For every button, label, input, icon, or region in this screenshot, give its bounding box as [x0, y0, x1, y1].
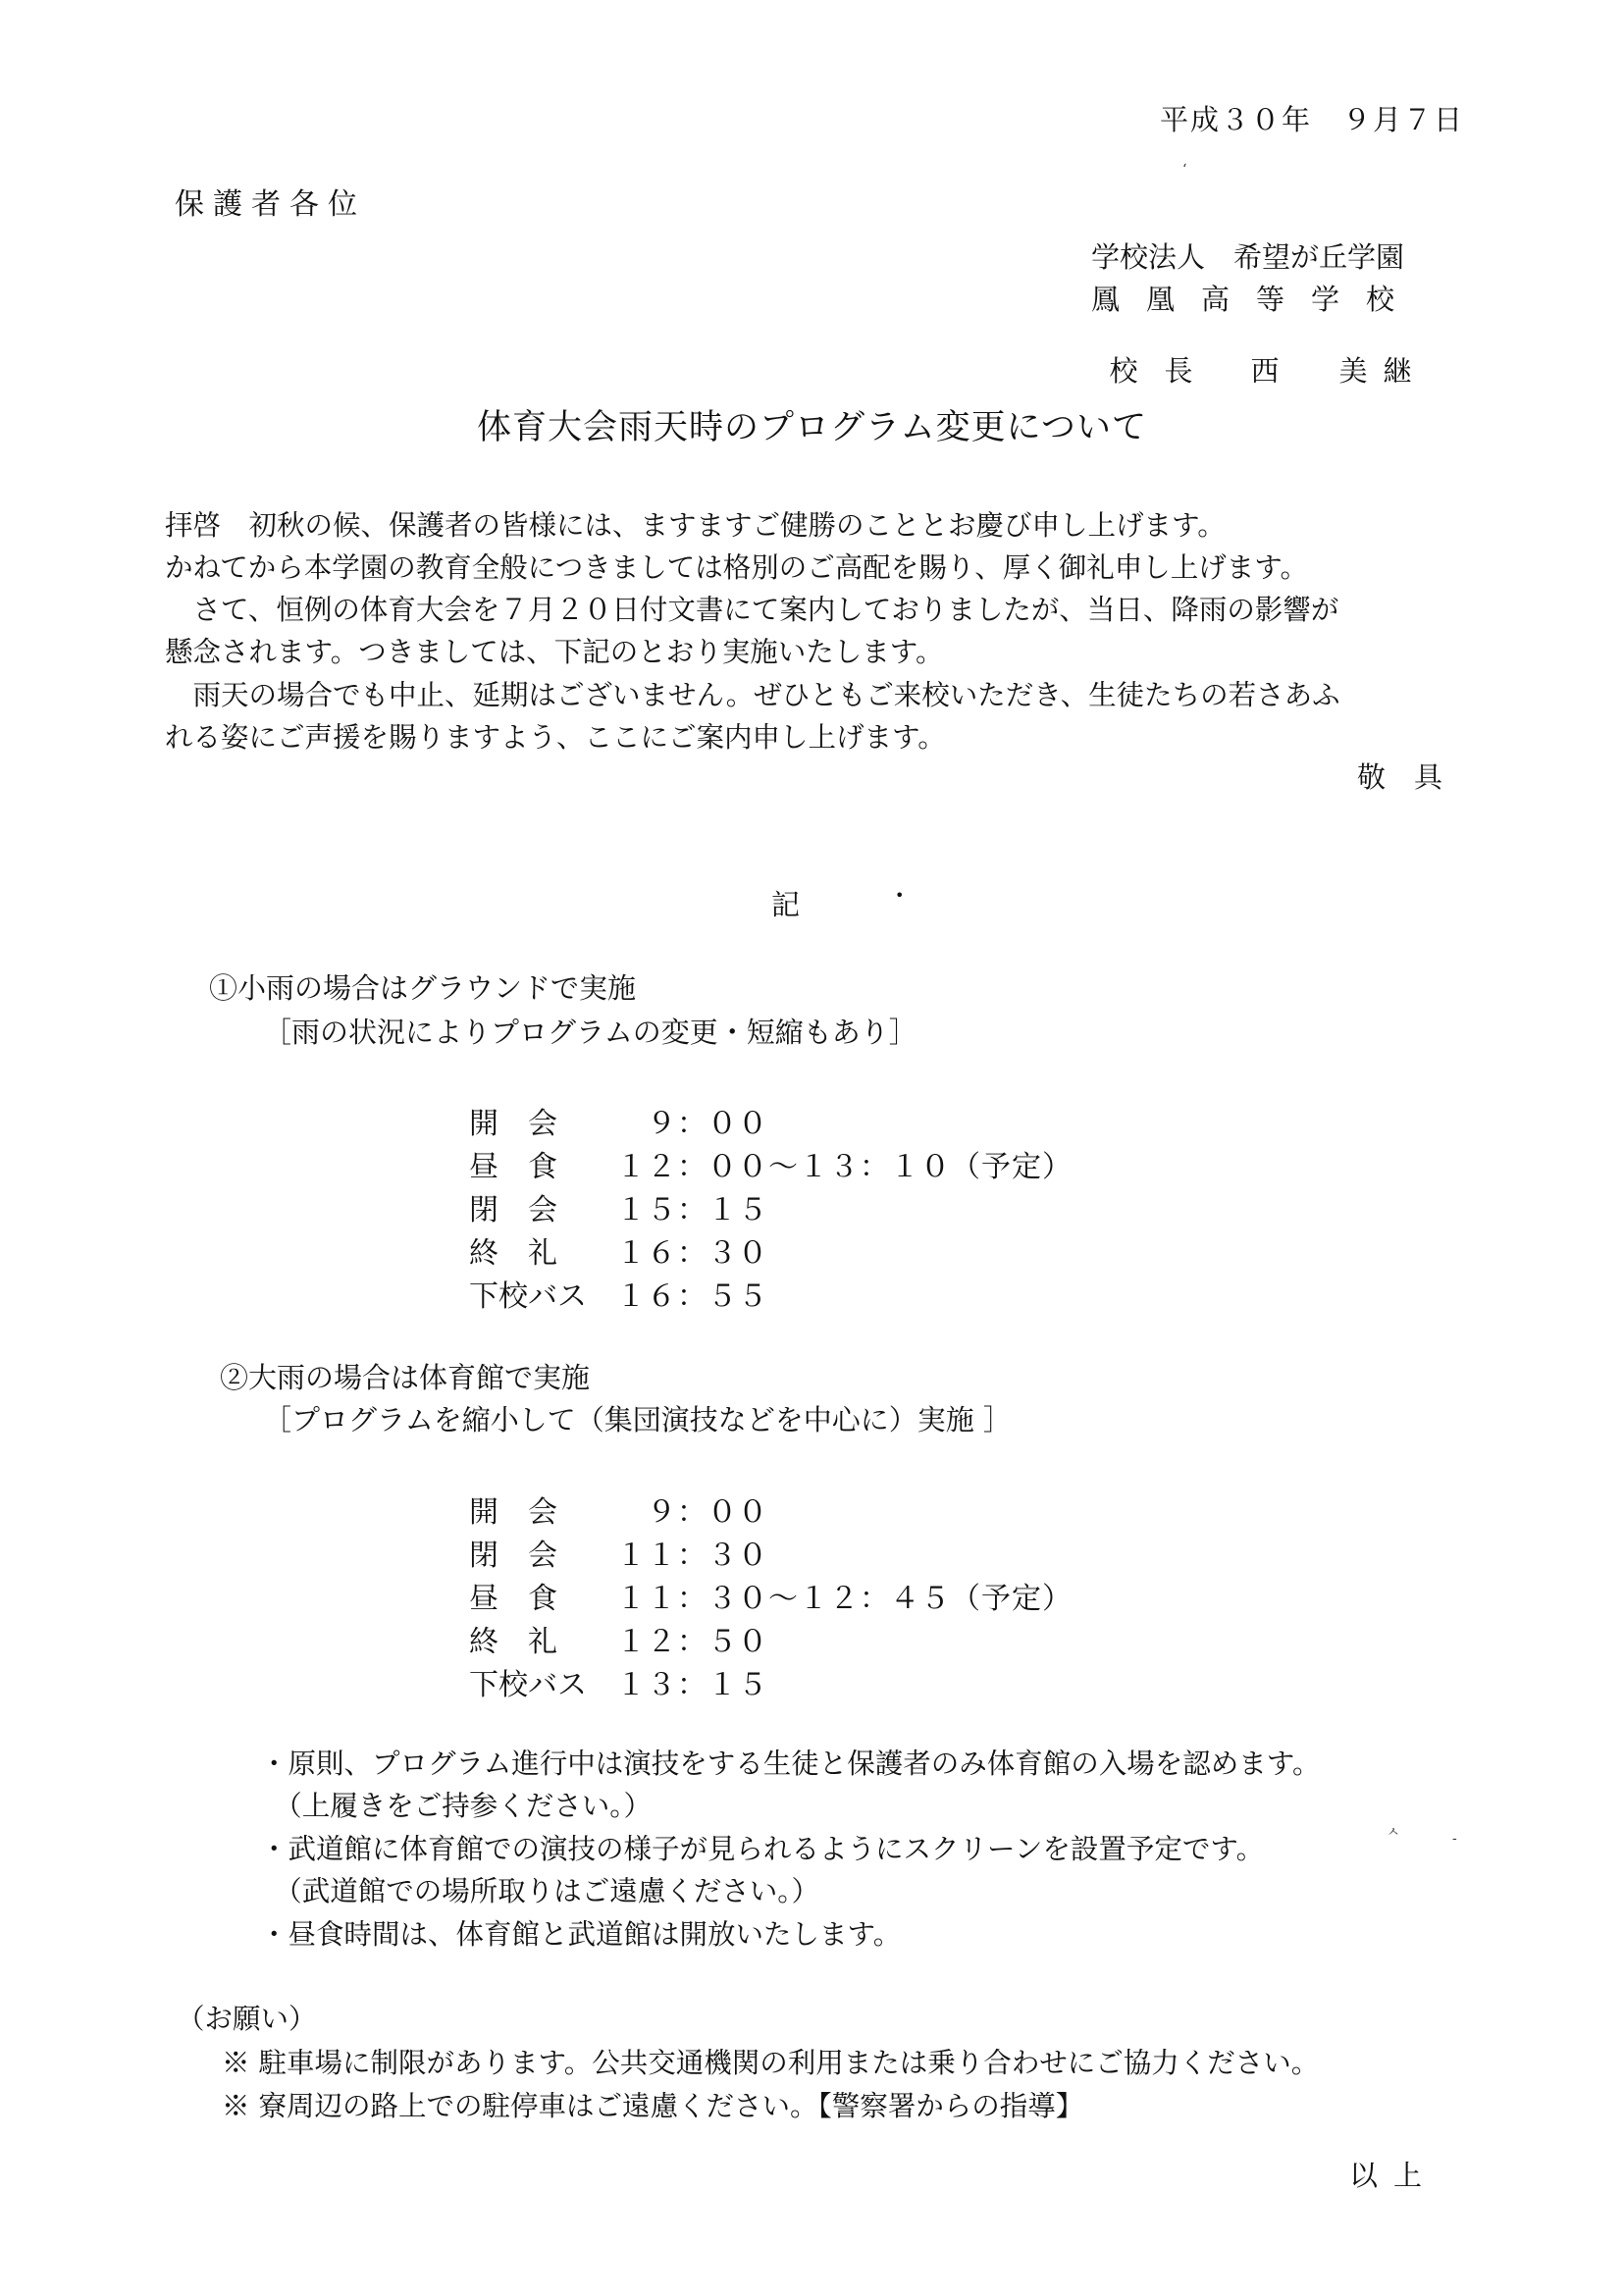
- requests-heading: （お願い）: [177, 2003, 317, 2035]
- schedule-time: １６：３０: [616, 1236, 768, 1271]
- case1-row: [469, 1142, 1073, 1185]
- scan-dot: •: [895, 886, 905, 905]
- schedule-time: １３：１５: [616, 1668, 768, 1702]
- request-item: ※ 駐車場に制限があります。公共交通機関の利用または乗り合わせにご協力ください。: [222, 2047, 1320, 2079]
- schedule-time: １６：５５: [616, 1279, 768, 1314]
- schedule-label: 下校バス: [469, 1279, 587, 1314]
- sender-title: 校長: [1109, 354, 1220, 388]
- body-line: れる姿にご声援を賜りますよう、ここにご案内申し上げます。: [165, 721, 946, 754]
- case1-heading: ①小雨の場合はグラウンドで実施: [209, 971, 637, 1005]
- sender-school: 鳳凰高等学校: [1091, 283, 1422, 316]
- case1-note: ［雨の状況によりプログラムの変更・短縮もあり］: [263, 1016, 917, 1049]
- case1-row: [469, 1185, 768, 1228]
- bullet-item: ・原則、プログラム進行中は演技をする生徒と保護者のみ体育館の入場を認めます。: [260, 1748, 1321, 1780]
- sender-name: 西 美継: [1250, 354, 1428, 388]
- schedule-label: 開 会: [469, 1107, 557, 1141]
- bullet-item: ・武道館に体育館での演技の様子が見られるようにスクリーンを設置予定です。: [260, 1833, 1265, 1865]
- case2-row: [469, 1660, 768, 1703]
- schedule-time: １２：００～１３：１０（予定）: [616, 1150, 1073, 1184]
- case2-row: [469, 1617, 768, 1660]
- schedule-time: １２：５０: [616, 1625, 768, 1659]
- body-line: 雨天の場合でも中止、延期はございません。ぜひともご来校いただき、生徒たちの若さあふ: [165, 679, 1340, 711]
- sender-organization: 学校法人 希望が丘学園: [1091, 240, 1405, 274]
- case2-row: [469, 1487, 768, 1531]
- schedule-label: 閉 会: [469, 1539, 557, 1573]
- schedule-label: 開 会: [469, 1495, 557, 1530]
- schedule-label: 閉 会: [469, 1193, 557, 1227]
- case2-note: ［プログラムを縮小して（集団演技などを中心に）実施 ］: [263, 1403, 1012, 1436]
- body-line: さて、恒例の体育大会を７月２０日付文書にて案内しておりましたが、当日、降雨の影響が: [165, 594, 1339, 626]
- body-line: 懸念されます。つきましては、下記のとおり実施いたします。: [165, 636, 944, 668]
- schedule-time: ９：００: [616, 1107, 768, 1141]
- case2-heading: ②大雨の場合は体育館で実施: [220, 1361, 591, 1394]
- body-line: かねてから本学園の教育全般につきましては格別のご高配を賜り、厚く御礼申し上げます。: [165, 551, 1308, 584]
- recipient: 保護者各位: [175, 187, 366, 222]
- scan-mark: ‘: [1182, 162, 1187, 178]
- schedule-time: １５：１５: [616, 1193, 768, 1227]
- schedule-time: １１：３０: [616, 1539, 768, 1573]
- sender-principal: [1091, 316, 1427, 390]
- scan-mark: -: [1452, 1831, 1457, 1847]
- scan-mark: ㅅ: [1387, 1825, 1400, 1841]
- case2-row: [469, 1574, 1073, 1617]
- bullet-subnote: （武道館での場所取りはご遠慮ください。）: [260, 1875, 820, 1907]
- schedule-time: ９：００: [616, 1495, 768, 1530]
- schedule-label: 昼 食: [469, 1582, 557, 1616]
- schedule-label: 終 礼: [469, 1236, 557, 1271]
- bullet-item: ・昼食時間は、体育館と武道館は開放いたします。: [260, 1918, 902, 1951]
- request-item: ※ 寮周辺の路上での駐停車はご遠慮ください。【警察署からの指導】: [222, 2090, 1084, 2122]
- schedule-label: 下校バス: [469, 1668, 587, 1702]
- case1-row: [469, 1228, 768, 1272]
- case1-row: [469, 1272, 768, 1315]
- closing-keigu: 敬 具: [1356, 760, 1442, 794]
- schedule-label: 昼 食: [469, 1150, 557, 1184]
- case2-row: [469, 1531, 768, 1574]
- body-line: 拝啓 初秋の候、保護者の皆様には、ますますご健勝のこととお慶び申し上げます。: [165, 509, 1226, 542]
- ki-heading: 記: [771, 888, 801, 921]
- schedule-label: 終 礼: [469, 1625, 557, 1659]
- closing-ijo: 以上: [1348, 2159, 1438, 2192]
- bullet-subnote: （上履きをご持参ください。）: [260, 1790, 653, 1822]
- document-date: 平成３０年 ９月７日: [1159, 103, 1464, 136]
- case1-row: [469, 1099, 768, 1142]
- schedule-time: １１：３０～１２：４５（予定）: [616, 1582, 1073, 1616]
- document-title: 体育大会雨天時のプログラム変更について: [477, 408, 1147, 447]
